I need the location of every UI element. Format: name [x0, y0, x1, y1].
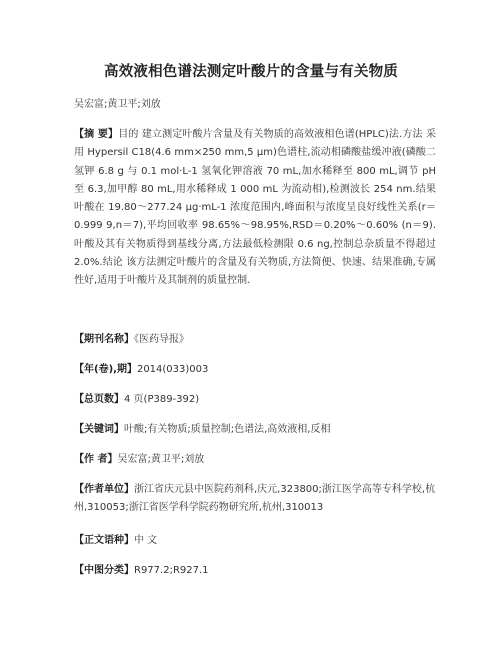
authors-value: 吴宏富;黄卫平;刘放	[117, 454, 205, 465]
affiliation-value: 浙江省庆元县中医院药剂科,庆元,323800;浙江医学高等专科学校,杭州,310053;浙江省医学科学院药物研究所,杭州,310013	[74, 484, 436, 514]
year-issue-value: 2014(033)003	[136, 364, 209, 375]
journal-field	[74, 331, 436, 349]
language-value: 中 文	[134, 535, 158, 546]
abstract-text: 目的 建立测定叶酸片含量及有关物质的高效液相色谱(HPLC)法.方法 采用 Hypersil C18(4.6 mm×250 mm,5 μm)色谱柱,流动相磷酸盐缓冲液(磷酸二氢钾 6.8 g 与 0.1 mol·L-1 氢氧化钾溶液 70 mL,加水稀释至 800 mL,调节 pH 至 6.3,加甲醇 80 mL,用水稀释成 1 000 mL 为流动相),检测波长 254 nm.结果 叶酸在 19.80～277.24 μg·mL-1 浓度范围内,峰面积与浓度呈良好线性关系(r＝0.999 9,n＝7),平均回收率 98.65%～98.95%,RSD＝0.20%～0.60% (n＝9).叶酸及其有关物质得到基线分离,方法最低检测限 0.6 ng,控制总杂质量不得超过 2.0%.结论 该方法测定叶酸片的含量及有关物质,方法简便、快速、结果准确,专属性好,适用于叶酸片及其制剂的质量控制.	[74, 129, 436, 287]
journal-label: 【期刊名称】	[74, 334, 134, 345]
keywords-field	[74, 421, 436, 439]
year-issue-label: 【年(卷),期】	[74, 364, 137, 375]
pages-field	[74, 391, 436, 409]
paper-title: 高效液相色谱法测定叶酸片的含量与有关物质	[104, 64, 398, 80]
authors-field	[74, 451, 436, 469]
classification-field	[74, 562, 436, 580]
keywords-label: 【关键词】	[74, 424, 124, 435]
pages-label: 【总页数】	[74, 394, 124, 405]
abstract-label: 【摘 要】	[74, 129, 119, 140]
pages-value: 4 页(P389-392)	[124, 394, 200, 405]
language-label: 【正文语种】	[74, 535, 134, 546]
keywords-value: 叶酸;有关物质;质量控制;色谱法,高效液相,反相	[124, 424, 331, 435]
language-field	[74, 532, 436, 550]
journal-value: 《医药导报》	[134, 334, 189, 345]
classification-label: 【中图分类】	[74, 565, 134, 576]
affiliation-label: 【作者单位】	[74, 484, 134, 495]
classification-value: R977.2;R927.1	[134, 565, 209, 576]
authors-label: 【作 者】	[74, 454, 118, 465]
abstract-section	[74, 126, 436, 291]
year-issue-field	[74, 361, 436, 379]
affiliation-field	[74, 481, 436, 518]
author-list: 吴宏富;黄卫平;刘放	[74, 99, 161, 110]
